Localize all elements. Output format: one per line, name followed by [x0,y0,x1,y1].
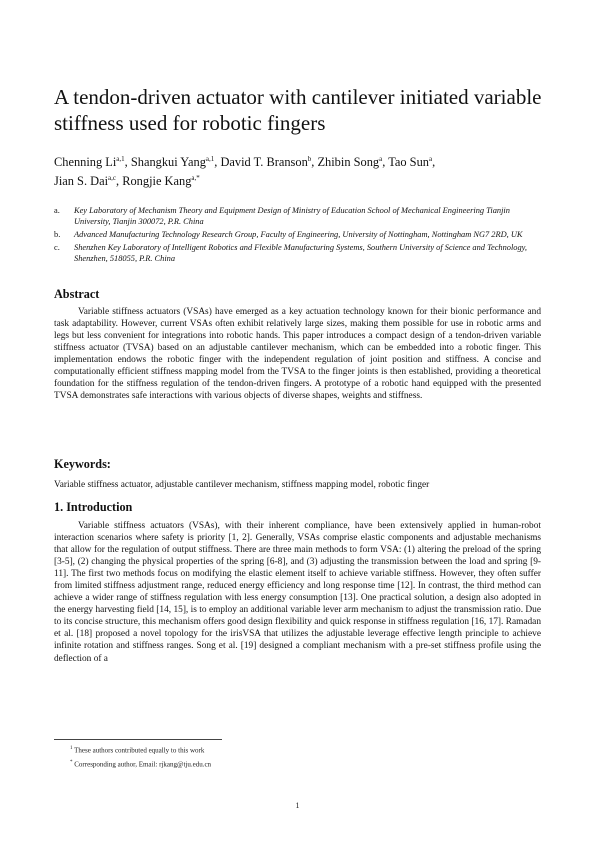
author-affiliation-mark: a,1 [116,154,125,163]
affiliation-item [54,205,544,228]
author-affiliation-mark: a,c [108,173,117,182]
page-number: 1 [295,801,300,810]
author-affiliation-mark: a,1 [205,154,215,163]
affiliation-text: Shenzhen Key Laboratory of Intelligent Robotics and Flexible Manufacturing Systems, Southern University of Science and Technology, Shenzhen, 518055, P.R. China [74,242,528,264]
abstract-heading: Abstract [54,287,100,301]
affiliation-label: b. [54,230,61,240]
introduction-heading: 1. Introduction [54,500,133,514]
author-affiliation-mark: a [379,154,383,163]
affiliation-text: Key Laboratory of Mechanism Theory and Equipment Design of Ministry of Education School of Mechanical Engineering Tianjin University, Tianjin 300072, P.R. China [74,206,510,227]
author-affiliation-mark: b [307,154,312,163]
affiliation-item [54,229,544,240]
keywords-text: Variable stiffness actuator, adjustable cantilever mechanism, stiffness mapping model, robotic finger [54,480,430,490]
author-affiliation-mark: a [428,154,433,163]
author-name: Rongjie Kang [122,174,192,188]
footnote-mark: 1 [70,746,73,751]
footnote-divider [54,739,222,740]
footnote-text: Corresponding author, Email: rjkang@tju.edu.cn [72,760,212,769]
author-name: Shangkui Yang [130,155,206,169]
author-name: Jian S. Dai [54,174,109,188]
affiliation-item [54,242,544,265]
footnote-item [70,757,211,771]
author-list: Chenning Li$^{a,1}$, Shangkui Yang$^{a,1}$, David T. Branson$^b$, Zhibin Song$^a$, Tao Sun$^a$, Jian S. Dai$^{a,c}$, Rongjie Kang$^{a,*}$ [54,154,436,188]
affiliation-label: a. [54,206,60,215]
affiliation-text: Advanced Manufacturing Technology Research Group, Faculty of Engineering, University of Nottingham, Nottingham NG7 2RD, UK [74,230,523,240]
author-name: Chenning Li [54,155,117,169]
paper-title: A tendon-driven actuator with cantilever initiated variable stiffness used for robotic fingers [54,85,542,135]
footnote-text: These authors contributed equally to this work [72,746,205,755]
affiliation-label: c. [54,242,60,252]
footnote-mark: * [70,759,73,765]
author-affiliation-mark: a,* [191,173,200,182]
keywords-heading: Keywords: [54,457,111,471]
author-name: Tao Sun [388,155,429,169]
author-name: David T. Branson [220,155,308,169]
affiliation-list [54,205,544,266]
footnote-list [70,743,211,771]
introduction-text: Variable stiffness actuators (VSAs), with their inherent compliance, have been extensively applied in human-robot interaction scenarios where safety is priority [1, 2]. Generally, VSAs comprise elastic components and adjustable mechanisms that allow for the regulation of output stiffness. There are three main methods to form VSA: (1) altering the preload of the spring [3-5], (2) changing the physical properties of the spring [6-8], and (3) adjusting the transmission between the load and spring [9-11]. The first two methods focus on modifying the elastic element itself to achieve variable stiffness. However, they often suffer from limited stiffness adjustment range, reduced energy efficiency and long response time [12]. In contrast, the third method can achieve a wider range of stiffness regulation with less energy consumption [13]. One practical solution, a design also adopted in the energy harvesting field [14, 15], is to employ an additional variable lever arm mechanism to adjust the transmission ratio. Due to its concise structure, this mechanism offers good design flexibility and quick response in stiffness regulation [16, 17]. Ramadan et al. [18] proposed a novel topology for the irisVSA that utilizes the adjustable leverage effective length principle to achieve infinite rotation and stiffness ranges. Song et al. [19] designed a compliant mechanism with a pre-set stiffness profile using the deflection of a [54,521,541,664]
footnote-item [70,743,211,757]
author-name: Zhibin Song [317,155,380,169]
abstract-text: Variable stiffness actuators (VSAs) have emerged as a key actuation technology known for their bionic performance and task adaptability. However, current VSAs often exhibit relatively large sizes, making them possible for use in robotic arms and legs but less convenient for integrations into robotic hands. This paper introduces a compact design of a tendon-driven variable stiffness actuator (TVSA) based on an adjustable cantilever mechanism, which can be embedded into a robotic finger. This implementation endows the robotic finger with the independent regulation of joint position and stiffness. A concise and computationally efficient stiffness mapping model from the TVSA to the finger joints is then established, providing a theoretical foundation for the stiffness regulation of the tendon-driven fingers. A prototype of a robotic hand equipped with the presented TVSA demonstrates safe interactions with various objects of diverse shapes, weights and stiffness. [54,307,541,402]
